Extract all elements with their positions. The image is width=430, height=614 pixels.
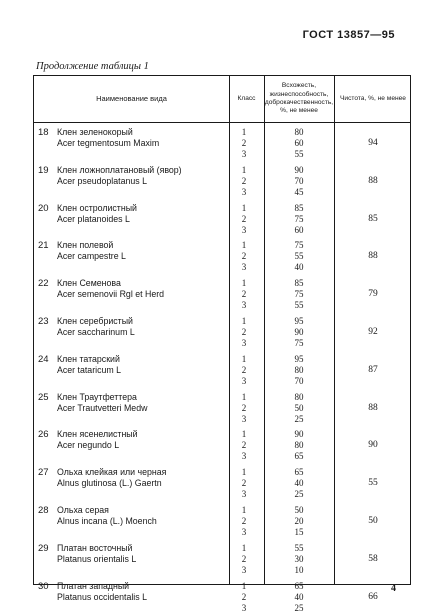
table-row [34,391,410,423]
species-name [57,278,164,300]
species-name [57,316,135,338]
germination-value: 85 [294,202,304,213]
species-name [57,429,138,451]
species-name [57,354,121,376]
species-name [57,467,166,489]
class-values [229,278,259,311]
germination-value: 40 [294,591,304,602]
germination-values [264,203,334,236]
species-name [57,203,137,225]
class-value: 3 [241,413,247,424]
germination-value: 10 [294,564,304,575]
class-value: 2 [241,175,247,186]
purity-value: 50 [368,516,378,526]
table-row [34,466,410,498]
germination-value: 60 [294,138,304,148]
class-value: 1 [241,316,247,326]
germination-value: 30 [294,553,304,564]
table-row [34,542,410,574]
table-row [34,428,410,460]
purity-value: 94 [368,138,378,148]
purity-value: 79 [368,289,378,300]
species-name-latin: Acer semenovii Rgl et Herd [57,289,165,300]
class-values [229,581,259,614]
class-value: 1 [241,278,247,289]
germination-value: 80 [294,440,304,451]
germination-value: 55 [294,300,304,311]
germination-values [264,127,334,160]
species-name [57,240,126,262]
table-row [34,504,410,536]
class-value: 3 [241,451,247,462]
class-value: 2 [241,251,247,262]
species-name-russian: Платан западный [57,580,130,591]
table-row [34,164,410,196]
germination-value: 70 [294,375,304,386]
species-name-latin: Acer campestre L [57,251,126,262]
class-values [229,505,259,538]
class-value: 2 [241,402,247,413]
class-value: 2 [241,289,247,300]
species-name [57,543,136,565]
germination-value: 55 [294,149,304,159]
class-value: 3 [241,149,247,159]
germination-value: 50 [294,402,304,413]
table-row [34,126,410,158]
species-number: 18 [38,127,49,138]
class-value: 3 [241,186,247,197]
germination-value: 40 [294,478,304,489]
germination-value: 95 [294,316,304,326]
germination-values [264,581,334,614]
germination-value: 45 [294,186,304,197]
species-number: 25 [38,391,49,403]
species-name [57,127,159,149]
header-germination: Всхожесть, жизнеспособность, доброкачественность, %, не менее [264,82,334,115]
class-values [229,543,259,576]
species-name-latin: Alnus incana (L.) Moench [57,516,157,526]
germination-value: 80 [294,364,304,375]
species-number: 24 [38,353,49,365]
purity-value: 55 [368,478,378,489]
germination-values [264,505,334,538]
class-value: 1 [241,580,247,591]
species-name-latin: Acer pseudoplatanus L [57,175,147,186]
species-name-latin: Platanus orientalis L [57,553,137,564]
germination-value: 55 [294,542,304,553]
class-value: 1 [241,467,247,478]
species-name-latin: Alnus glutinosa (L.) Gaertn [57,478,162,489]
germination-value: 25 [294,413,304,424]
class-value: 1 [241,240,247,251]
germination-value: 60 [294,224,304,235]
germination-values [264,165,334,198]
species-number: 20 [38,202,49,214]
header-divider [34,122,410,123]
purity-value: 92 [368,327,378,337]
page-number: 4 [391,583,396,594]
document-code: ГОСТ 13857—95 [302,29,395,41]
germination-values [264,429,334,462]
purity-value: 90 [368,440,378,451]
class-values [229,354,259,387]
class-values [229,316,259,349]
germination-value: 90 [294,164,304,175]
germination-value: 75 [294,213,304,224]
class-value: 3 [241,224,247,235]
species-name-russian: Клен татарский [57,353,120,364]
species-name-russian: Ольха серая [57,505,109,515]
class-value: 2 [241,553,247,564]
class-value: 1 [241,542,247,553]
species-name-latin: Acer negundo L [57,440,120,451]
germination-value: 75 [294,338,304,348]
class-values [229,392,259,425]
class-value: 2 [241,327,247,337]
species-name-russian: Платан восточный [57,542,133,553]
class-value: 2 [241,440,247,451]
germination-values [264,240,334,273]
germination-values [264,354,334,387]
class-values [229,467,259,500]
header-name: Наименование вида [96,93,167,103]
germination-value: 80 [294,127,304,137]
species-name-russian: Клен Семенова [57,278,121,289]
class-value: 2 [241,516,247,526]
class-value: 3 [241,564,247,575]
species-number: 28 [38,505,49,516]
species-name-latin: Acer Trautvetteri Medw [57,402,148,413]
species-number: 22 [38,278,49,290]
germination-value: 90 [294,327,304,337]
germination-values [264,543,334,576]
class-values [229,203,259,236]
seed-quality-table [33,75,411,613]
germination-value: 75 [294,289,304,300]
class-value: 1 [241,391,247,402]
class-value: 3 [241,375,247,386]
species-name-russian: Клен ложноплатановый (явор) [57,164,182,175]
species-name-russian: Клен серебристый [57,316,133,326]
species-name-latin: Acer tataricum L [57,364,122,375]
class-value: 1 [241,353,247,364]
germination-value: 25 [294,489,304,500]
class-value: 3 [241,489,247,500]
species-number: 30 [38,580,49,592]
germination-value: 65 [294,580,304,591]
species-name-russian: Клен Траутфеттера [57,391,137,402]
table-row [34,239,410,271]
class-value: 1 [241,429,247,440]
germination-value: 25 [294,602,304,613]
species-name-russian: Ольха клейкая или черная [57,467,167,478]
germination-value: 75 [294,240,304,251]
class-values [229,165,259,198]
species-name-russian: Клен остролистный [57,202,137,213]
purity-value: 88 [368,251,378,262]
germination-value: 20 [294,516,304,526]
class-values [229,127,259,160]
class-value: 1 [241,127,247,137]
purity-value: 85 [368,213,378,224]
species-name-latin: Acer platanoides L [57,213,130,224]
table-row [34,315,410,347]
class-value: 2 [241,138,247,148]
germination-values [264,392,334,425]
table-row [34,353,410,385]
purity-value: 88 [368,402,378,413]
header-class: Класс [237,94,256,102]
species-number: 19 [38,164,49,176]
germination-value: 65 [294,451,304,462]
table-row [34,202,410,234]
germination-value: 55 [294,251,304,262]
class-value: 1 [241,505,247,515]
germination-value: 40 [294,262,304,273]
class-values [229,240,259,273]
species-name-russian: Клен полевой [57,240,114,251]
species-name-russian: Клен ясенелистный [57,429,138,440]
purity-value: 66 [368,591,378,602]
germination-values [264,278,334,311]
species-name-russian: Клен зеленокорый [57,127,133,137]
germination-value: 90 [294,429,304,440]
species-name [57,581,147,603]
germination-value: 80 [294,391,304,402]
germination-values [264,467,334,500]
purity-value: 87 [368,364,378,375]
germination-value: 50 [294,505,304,515]
species-name-latin: Platanus occidentalis L [57,591,147,602]
species-number: 26 [38,429,49,441]
germination-value: 85 [294,278,304,289]
class-value: 3 [241,338,247,348]
class-value: 2 [241,591,247,602]
species-number: 23 [38,316,49,327]
species-name [57,505,157,527]
class-value: 2 [241,364,247,375]
germination-value: 70 [294,175,304,186]
germination-value: 65 [294,467,304,478]
germination-value: 95 [294,353,304,364]
class-value: 3 [241,602,247,613]
species-number: 21 [38,240,49,252]
class-value: 3 [241,527,247,537]
class-value: 3 [241,262,247,273]
species-number: 27 [38,467,49,479]
germination-value: 15 [294,527,304,537]
species-name [57,165,182,187]
species-name-latin: Acer tegmentosum Maxim [57,138,160,148]
header-purity: Чистота, %, не менее [340,94,406,102]
class-value: 1 [241,202,247,213]
class-value: 3 [241,300,247,311]
purity-value: 88 [368,175,378,186]
germination-values [264,316,334,349]
class-values [229,429,259,462]
species-name [57,392,147,414]
table-continuation-caption: Продолжение таблицы 1 [36,61,149,72]
class-value: 2 [241,478,247,489]
purity-value: 58 [368,553,378,564]
table-row [34,277,410,309]
class-value: 1 [241,164,247,175]
species-name-latin: Acer saccharinum L [57,327,135,337]
species-number: 29 [38,542,49,554]
class-value: 2 [241,213,247,224]
table-row [34,580,410,612]
